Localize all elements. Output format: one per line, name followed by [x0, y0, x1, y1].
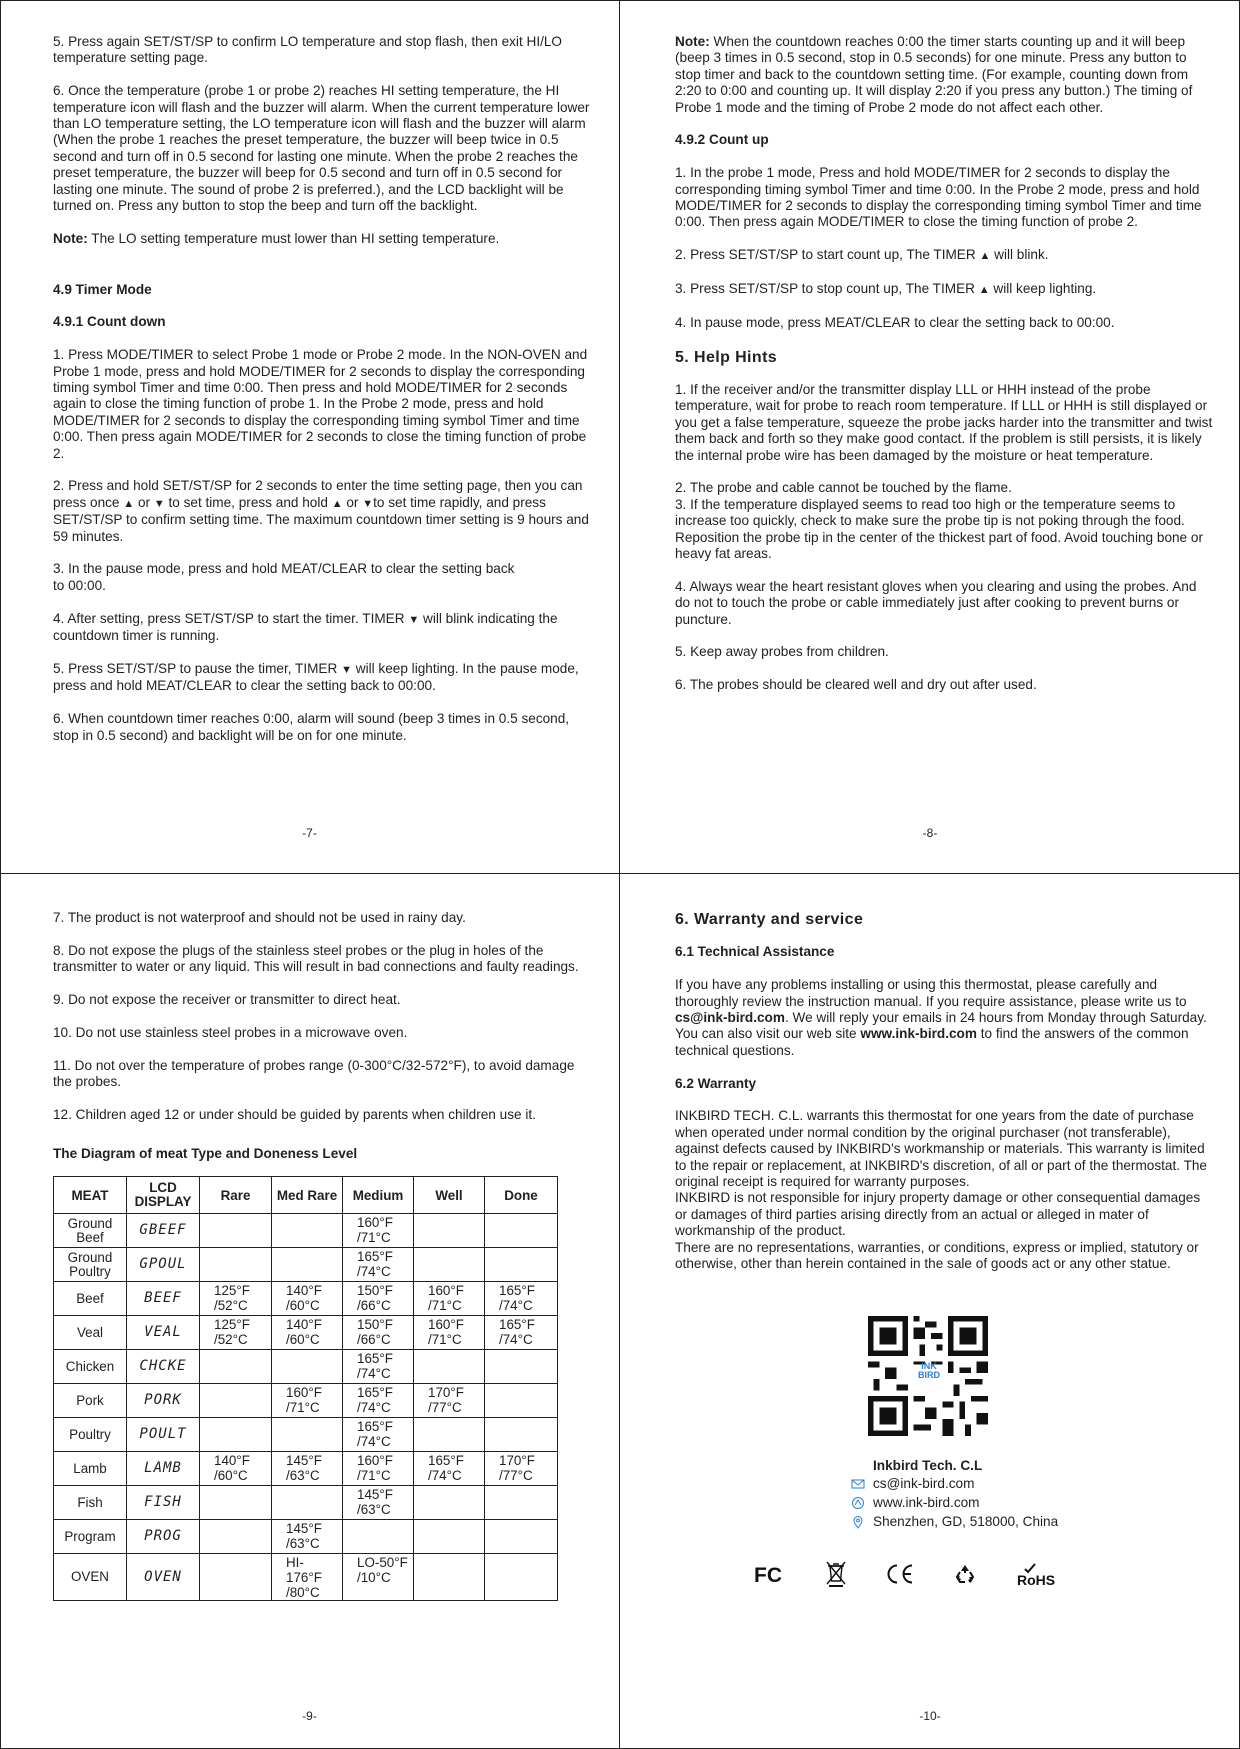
doneness-temp-cell: [200, 1554, 272, 1601]
text: will blink.: [990, 247, 1049, 263]
countdown-step-1: 1. Press MODE/TIMER to select Probe 1 mode or Probe 2 mode. In the NON-OVEN and Probe 1 mode, press and hold MODE/TIMER for 2 seconds to display the corresponding timing symbol Timer and time 0:00. Then press and hold MODE/TIMER for 2 seconds again to close the timing function of probe 1. In the Probe 2 mode, press and hold MODE/TIMER for 2 seconds to display the corresponding timing symbol Timer and time 0:00. Then press again MODE/TIMER for 2 seconds to close the timing function of probe 2.: [53, 347, 588, 461]
doneness-temp-cell: [200, 1248, 272, 1282]
mail-icon: [851, 1478, 865, 1490]
warranty-text-2: INKBIRD is not responsible for injury property damage or other consequential damages or damages of third parties arising directly from an actual or alleged in mater of workmanship of the product.: [675, 1190, 1201, 1239]
meat-doneness-table: [53, 1176, 558, 1601]
contact-website-row: [851, 1494, 1215, 1513]
doneness-temp-cell: LO-50°F /10°C: [343, 1554, 414, 1601]
lcd-display-cell: VEAL: [127, 1316, 200, 1350]
doneness-temp-cell: [200, 1486, 272, 1520]
section-heading-warranty-service: 6. Warranty and service: [675, 911, 864, 928]
doneness-temp-cell: 160°F /71°C: [343, 1214, 414, 1248]
note-text: The LO setting temperature must lower than HI setting temperature.: [87, 230, 500, 246]
text: 5. Press SET/ST/SP to pause the timer, TIMER: [53, 660, 342, 676]
meat-name-cell: Pork: [54, 1384, 127, 1418]
doneness-temp-cell: 165°F /74°C: [343, 1350, 414, 1384]
section-heading-help-hints: 5. Help Hints: [675, 348, 778, 366]
down-triangle-icon: ▼: [408, 613, 420, 626]
location-pin-icon: [851, 1515, 865, 1529]
help-hint-1: 1. If the receiver and/or the transmitter display LLL or HHH instead of the probe temperature, wait for probe to reach room temperature. If LLL or HHH is still displayed or you get a false temperature, squeeze the probe jacks harder into the transmitter and twist them back and forth so they make good contact. If the problem is still persists, it is likely the internal probe wire has been damaged by the moisture or heat temperature.: [675, 382, 1213, 463]
table-row: [54, 1418, 558, 1452]
doneness-temp-cell: [485, 1350, 558, 1384]
doneness-temp-cell: [485, 1520, 558, 1554]
table-row: [54, 1554, 558, 1601]
table-body: [54, 1214, 558, 1601]
doneness-temp-cell: [485, 1384, 558, 1418]
doneness-temp-cell: [272, 1350, 343, 1384]
doneness-temp-cell: [414, 1554, 485, 1601]
up-triangle-icon: ▲: [331, 497, 343, 510]
doneness-temp-cell: 165°F /74°C: [343, 1248, 414, 1282]
lcd-display-cell: PORK: [127, 1384, 200, 1418]
doneness-temp-cell: 125°F /52°C: [200, 1316, 272, 1350]
lcd-display-cell: LAMB: [127, 1452, 200, 1486]
page-9-content: [53, 910, 593, 1601]
doneness-temp-cell: 140°F /60°C: [272, 1282, 343, 1316]
doneness-temp-cell: 170°F /77°C: [485, 1452, 558, 1486]
meat-name-cell: Ground Beef: [54, 1214, 127, 1248]
note-label: Note:: [675, 34, 710, 49]
doneness-temp-cell: 145°F /63°C: [272, 1452, 343, 1486]
help-hint-9: 9. Do not expose the receiver or transmitter to direct heat.: [53, 992, 401, 1007]
doneness-temp-cell: [272, 1214, 343, 1248]
up-triangle-icon: ▲: [978, 284, 990, 297]
note: [675, 34, 1215, 116]
lcd-display-cell: GPOUL: [127, 1248, 200, 1282]
table-row: [54, 1282, 558, 1316]
warranty-text-1: INKBIRD TECH. C.L. warrants this thermostat for one years from the date of purchase when operated under normal condition by the original purchaser (not transferable), against defects caused by INKBIRD's workmanship or materials. This warranty is limited to the repair or replacement, at INKBIRD's discretion, of all or part of the thermostat. The original receipt is required for warranty purposes.: [675, 1108, 1207, 1190]
doneness-temp-cell: [200, 1350, 272, 1384]
qr-code: [868, 1316, 988, 1436]
warranty-text-3: There are no representations, warranties, or conditions, express or implied, statutory or otherwise, other than herein contained in the sale of goods act or any other statue.: [675, 1239, 1199, 1272]
section-heading-technical-assistance: 6.1 Technical Assistance: [675, 944, 835, 960]
countdown-step-3: 3. In the pause mode, press and hold MEAT/CLEAR to clear the setting back to 00:00.: [53, 561, 515, 593]
countup-step-2: [675, 247, 1215, 264]
certification-marks: [753, 1560, 1215, 1588]
recycle-icon: [953, 1562, 977, 1586]
doneness-temp-cell: 160°F /71°C: [272, 1384, 343, 1418]
lcd-display-cell: PROG: [127, 1520, 200, 1554]
text: to set time rapidly, and press SET/ST/SP to confirm setting time. The maximum countdown timer setting is 9 hours and 59 minutes.: [53, 494, 589, 544]
ce-icon: [885, 1563, 915, 1585]
diagram-title: The Diagram of meat Type and Doneness Level: [53, 1145, 358, 1161]
help-hint-12: 12. Children aged 12 or under should be guided by parents when children use it.: [53, 1106, 536, 1122]
text: or: [342, 494, 363, 510]
fc-text: FC: [754, 1563, 782, 1585]
column-header: Rare: [200, 1177, 272, 1214]
meat-name-cell: OVEN: [54, 1554, 127, 1601]
meat-name-cell: Beef: [54, 1282, 127, 1316]
text: 4. After setting, press SET/ST/SP to start the timer. TIMER: [53, 610, 409, 626]
doneness-temp-cell: [343, 1520, 414, 1554]
text: 2. Press SET/ST/SP to start count up, The TIMER: [675, 247, 980, 263]
doneness-temp-cell: 165°F /74°C: [414, 1452, 485, 1486]
doneness-temp-cell: 150°F /66°C: [343, 1282, 414, 1316]
table-row: [54, 1214, 558, 1248]
text: . We will reply your emails in 24 hours from Monday through Saturday.: [784, 1010, 1207, 1026]
page-7: [0, 0, 620, 874]
doneness-temp-cell: HI-176°F /80°C: [272, 1554, 343, 1601]
doneness-temp-cell: [485, 1248, 558, 1282]
text: will keep lighting. In the pause mode, press and hold MEAT/CLEAR to clear the setting back to 00:00.: [53, 660, 579, 694]
contact-email: cs@ink-bird.com: [873, 1476, 975, 1492]
table-row: [54, 1384, 558, 1418]
doneness-temp-cell: [200, 1418, 272, 1452]
section-heading-count-up: 4.9.2 Count up: [675, 132, 769, 148]
doneness-temp-cell: 160°F /71°C: [343, 1452, 414, 1486]
page-number: -9-: [302, 1709, 317, 1723]
doneness-temp-cell: [485, 1554, 558, 1601]
page-7-content: [53, 34, 593, 760]
column-header: Done: [485, 1177, 558, 1214]
doneness-temp-cell: 140°F /60°C: [200, 1452, 272, 1486]
doneness-temp-cell: 160°F /71°C: [414, 1316, 485, 1350]
countdown-step-2: [53, 478, 593, 545]
section-heading-warranty: 6.2 Warranty: [675, 1075, 757, 1091]
countdown-step-4: [53, 611, 593, 645]
countup-step-3: [675, 281, 1215, 298]
lcd-display-cell: POULT: [127, 1418, 200, 1452]
lcd-display-cell: OVEN: [127, 1554, 200, 1601]
note-text: When the countdown reaches 0:00 the timer starts counting up and it will beep (beep 3 times in 0.5 second, stop in 0.5 seconds) for one minute. Press any button to stop timer and back to the countdown setting time. (For example, counting down from 2:20 to 0:00 and counting up. It will display 2:20 if you press any button.) The timing of Probe 1 mode and the timing of Probe 2 mode do not affect each other.: [675, 34, 1193, 115]
section-heading-timer-mode: 4.9 Timer Mode: [53, 281, 152, 297]
down-triangle-icon: ▼: [341, 663, 352, 676]
table-row: [54, 1350, 558, 1384]
text: to find the answers of the common technical questions.: [675, 1026, 1189, 1058]
page-number: -7-: [302, 826, 317, 840]
meat-name-cell: Fish: [54, 1486, 127, 1520]
text: will blink indicating the countdown timer is running.: [53, 610, 558, 644]
column-header: MEAT: [54, 1177, 127, 1214]
doneness-temp-cell: 165°F /74°C: [485, 1316, 558, 1350]
contact-email-row: [851, 1475, 1215, 1494]
doneness-temp-cell: [272, 1486, 343, 1520]
rohs-text: RoHS: [1017, 1571, 1056, 1587]
doneness-temp-cell: [414, 1248, 485, 1282]
help-hint-7: 7. The product is not waterproof and should not be used in rainy day.: [53, 910, 466, 925]
doneness-temp-cell: [272, 1248, 343, 1282]
countdown-step-6: 6. When countdown timer reaches 0:00, alarm will sound (beep 3 times in 0.5 second, stop in 0.5 second) and backlight will be on for one minute.: [53, 711, 570, 743]
table-row: [54, 1486, 558, 1520]
help-hint-5: 5. Keep away probes from children.: [675, 644, 889, 660]
weee-bin-icon: [825, 1560, 847, 1588]
doneness-temp-cell: [485, 1486, 558, 1520]
column-header: LCD DISPLAY: [127, 1177, 200, 1214]
website-text: [675, 1026, 1215, 1059]
contact-address-row: [851, 1513, 1215, 1532]
down-triangle-icon: ▼: [362, 497, 374, 510]
table-row: [54, 1452, 558, 1486]
page-10-content: [675, 912, 1215, 1588]
countup-step-4: 4. In pause mode, press MEAT/CLEAR to clear the setting back to 00:00.: [675, 314, 1115, 330]
help-hint-6: 6. The probes should be cleared well and dry out after used.: [675, 677, 1037, 693]
contact-address: Shenzhen, GD, 518000, China: [873, 1514, 1059, 1530]
column-header: Well: [414, 1177, 485, 1214]
text: 2. Press and hold SET/ST/SP for 2 seconds to enter the time setting page, then you can press once: [53, 478, 583, 510]
help-hint-2: 2. The probe and cable cannot be touched by the flame.: [675, 480, 1012, 496]
doneness-temp-cell: 160°F /71°C: [414, 1282, 485, 1316]
doneness-temp-cell: [414, 1350, 485, 1384]
down-triangle-icon: ▼: [153, 497, 165, 510]
doneness-temp-cell: [414, 1486, 485, 1520]
rohs-icon: [1015, 1561, 1061, 1587]
doneness-temp-cell: 145°F /63°C: [343, 1486, 414, 1520]
meat-name-cell: Ground Poultry: [54, 1248, 127, 1282]
website-link: www.ink-bird.com: [860, 1026, 977, 1042]
up-triangle-icon: ▲: [979, 250, 991, 263]
meat-name-cell: Program: [54, 1520, 127, 1554]
table-header-row: [54, 1177, 558, 1214]
text: If you have any problems installing or using this thermostat, please carefully and thoroughly review the instruction manual. If you require assistance, please write us to: [675, 977, 1187, 1009]
table-row: [54, 1520, 558, 1554]
note: [53, 231, 593, 247]
page-10: [620, 874, 1240, 1749]
text: You can also visit our web site: [675, 1026, 861, 1042]
meat-name-cell: Lamb: [54, 1452, 127, 1486]
lcd-display-cell: BEEF: [127, 1282, 200, 1316]
meat-name-cell: Chicken: [54, 1350, 127, 1384]
doneness-temp-cell: 150°F /66°C: [343, 1316, 414, 1350]
tech-assistance-text: [675, 977, 1215, 1026]
table-row: [54, 1316, 558, 1350]
text: 3. Press SET/ST/SP to stop count up, The TIMER: [675, 281, 979, 297]
help-hint-3: 3. If the temperature displayed seems to read too high or the temperature seems to increase too quickly, check to make sure the probe tip is not poking through the food. Reposition the probe tip in the center of the thickest part of food. Avoid touching bone or heavy fat areas.: [675, 496, 1203, 562]
meat-name-cell: Poultry: [54, 1418, 127, 1452]
doneness-temp-cell: 125°F /52°C: [200, 1282, 272, 1316]
doneness-temp-cell: 165°F /74°C: [343, 1418, 414, 1452]
contact-website: www.ink-bird.com: [873, 1495, 980, 1511]
column-header: Med Rare: [272, 1177, 343, 1214]
note-label: Note:: [53, 230, 88, 246]
lcd-display-cell: CHCKE: [127, 1350, 200, 1384]
help-hint-10: 10. Do not use stainless steel probes in a microwave oven.: [53, 1024, 408, 1040]
doneness-temp-cell: [200, 1520, 272, 1554]
page-8-content: [675, 34, 1215, 710]
timer-step-6: 6. Once the temperature (probe 1 or probe 2) reaches HI setting temperature, the HI temperature icon will flash and the buzzer will alarm. When the current temperature lower than LO temperature setting, the LO temperature icon will flash and the buzzer will alarm (When the probe 1 reaches the preset temperature, the buzzer will beep twice in 0.5 second and turn off in 0.5 second for lasting one minute. When the probe 2 reaches the preset temperature, the buzzer will beep for 0.5 second and turn off in 0.5 second for lasting one minute. The sound of probe 2 is preferred.), and the LCD backlight will be turned on. Press any button to stop the beep and turn off the backlight.: [53, 83, 590, 214]
page-number: -10-: [919, 1709, 941, 1723]
text: or: [134, 494, 154, 510]
fc-icon: [753, 1563, 787, 1585]
page-number: -8-: [922, 826, 938, 840]
timer-step-5: 5. Press again SET/ST/SP to confirm LO temperature and stop flash, then exit HI/LO temperature setting page.: [53, 34, 563, 66]
countdown-step-5: [53, 661, 593, 695]
doneness-temp-cell: [200, 1214, 272, 1248]
doneness-temp-cell: [200, 1384, 272, 1418]
doneness-temp-cell: [272, 1418, 343, 1452]
table-row: [54, 1248, 558, 1282]
meat-name-cell: Veal: [54, 1316, 127, 1350]
contact-block: [754, 1316, 1215, 1587]
doneness-temp-cell: 165°F /74°C: [343, 1384, 414, 1418]
section-heading-count-down: 4.9.1 Count down: [53, 314, 166, 330]
doneness-temp-cell: [485, 1418, 558, 1452]
lcd-display-cell: FISH: [127, 1486, 200, 1520]
doneness-temp-cell: 170°F /77°C: [414, 1384, 485, 1418]
doneness-temp-cell: 165°F /74°C: [485, 1282, 558, 1316]
lcd-display-cell: GBEEF: [127, 1214, 200, 1248]
help-hint-8: 8. Do not expose the plugs of the stainless steel probes or the plug in holes of the transmitter to water or any liquid. This will result in bad connections and faulty readings.: [53, 942, 579, 975]
qr-logo: INK BIRD: [918, 1361, 940, 1381]
globe-icon: [851, 1496, 865, 1510]
help-hint-4: 4. Always wear the heart resistant gloves when you clearing and using the probes. And do not to touch the probe or cable immediately just after cooking to prevent burns or puncture.: [675, 578, 1197, 627]
text: will keep lighting.: [989, 281, 1097, 297]
doneness-temp-cell: [485, 1214, 558, 1248]
countup-step-1: 1. In the probe 1 mode, Press and hold MODE/TIMER for 2 seconds to display the corresponding timing symbol Timer and time 0:00. In the Probe 2 mode, press and hold MODE/TIMER for 2 seconds to display the corresponding timing symbol Timer and time 0:00. Then press again MODE/TIMER to close the timing function of probe 2.: [675, 165, 1202, 230]
page-9: [0, 874, 620, 1749]
text: to set time, press and hold: [164, 494, 332, 510]
doneness-temp-cell: [414, 1418, 485, 1452]
page-8: [620, 0, 1240, 874]
support-email: cs@ink-bird.com: [675, 1010, 785, 1026]
company-name: Inkbird Tech. C.L: [873, 1458, 983, 1474]
doneness-temp-cell: 140°F /60°C: [272, 1316, 343, 1350]
doneness-temp-cell: [414, 1214, 485, 1248]
doneness-temp-cell: [414, 1520, 485, 1554]
doneness-temp-cell: 145°F /63°C: [272, 1520, 343, 1554]
help-hint-11: 11. Do not over the temperature of probes range (0-300°C/32-572°F), to avoid damage the probes.: [53, 1057, 575, 1089]
column-header: Medium: [343, 1177, 414, 1214]
up-triangle-icon: ▲: [123, 497, 135, 510]
